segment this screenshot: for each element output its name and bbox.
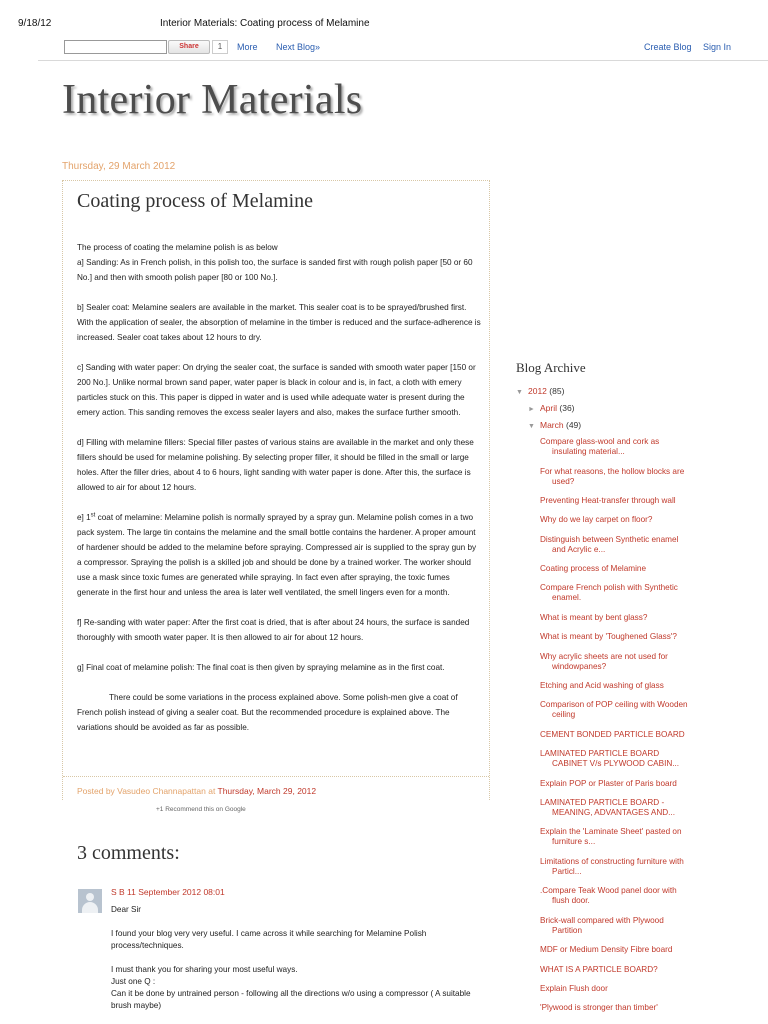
post-paragraph-f: f] Re-sanding with water paper: After the first coat is dried, that is after about 24 hours, the surface is sanded thoroughly with smooth water paper. It is then allowed to air for about 12 hours. bbox=[77, 618, 470, 642]
archive-post-link[interactable] bbox=[540, 749, 740, 769]
archive-month-count: (49) bbox=[566, 420, 582, 430]
archive-post-link-text: LAMINATED PARTICLE BOARD - bbox=[540, 797, 665, 807]
archive-post-link[interactable] bbox=[540, 437, 740, 457]
comments-heading: 3 comments: bbox=[77, 842, 180, 864]
archive-post-link-text: Partition bbox=[552, 925, 583, 935]
post-paragraph-a: a] Sanding: As in French polish, in this polish too, the surface is sanded first with rough polish paper [50 or 60 No.] and then with smooth polish paper [80 or 100 No.]. bbox=[77, 258, 473, 282]
comment-line: I must thank you for sharing your most useful ways. bbox=[111, 965, 298, 974]
archive-month-april[interactable] bbox=[528, 403, 575, 413]
comment-line: Dear Sir bbox=[111, 905, 142, 914]
post-paragraph-b: b] Sealer coat: Melamine sealers are available in the market. This sealer coat is to be sprayed/brushed first. With the application of sealer, the absorption of melamine in the timber is reduced and the surface-adherence is increased. Sealer coat takes about 12 hours to dry. bbox=[77, 303, 481, 342]
archive-post-link-text: What is meant by bent glass? bbox=[540, 612, 648, 622]
archive-post-link[interactable] bbox=[540, 515, 740, 525]
post-timestamp-link[interactable]: Thursday, March 29, 2012 bbox=[217, 786, 317, 796]
para-e-superscript: st bbox=[90, 512, 96, 519]
archive-post-link[interactable] bbox=[540, 984, 740, 994]
archive-post-link[interactable] bbox=[540, 681, 740, 691]
create-blog-link[interactable]: Create Blog bbox=[644, 42, 692, 52]
archive-post-link[interactable] bbox=[540, 613, 740, 623]
archive-year-2012[interactable] bbox=[516, 386, 564, 396]
blogger-navbar bbox=[0, 34, 768, 60]
archive-post-link-text: CEMENT BONDED PARTICLE BOARD bbox=[540, 729, 685, 739]
archive-post-link-text: used? bbox=[552, 476, 575, 486]
comment-line: Can it be done by untrained person - following all the directions w/o using a compressor ( A suitable brush maybe) bbox=[111, 989, 471, 1010]
archive-post-link-text: Why acrylic sheets are not used for bbox=[540, 651, 668, 661]
archive-post-link-text: MEANING, ADVANTAGES AND... bbox=[552, 807, 675, 817]
comment-line: Just one Q : bbox=[111, 977, 156, 986]
archive-post-link-text: enamel. bbox=[552, 593, 582, 603]
archive-post-link[interactable] bbox=[540, 1003, 740, 1013]
expanded-arrow-icon[interactable]: ▼ bbox=[516, 389, 523, 396]
archive-post-link-text: Explain the 'Laminate Sheet' pasted on bbox=[540, 827, 682, 837]
post-footer-divider bbox=[63, 776, 489, 777]
archive-month-count: (36) bbox=[559, 403, 575, 413]
archive-post-link[interactable] bbox=[540, 564, 740, 574]
print-page-title: Interior Materials: Coating process of Melamine bbox=[160, 18, 370, 29]
archive-post-link-text: and Acrylic e... bbox=[552, 544, 606, 554]
archive-post-link-text: Limitations of constructing furniture with bbox=[540, 856, 684, 866]
archive-month-link[interactable]: April bbox=[540, 403, 558, 413]
archive-post-link-text: CABINET V/s PLYWOOD CABIN... bbox=[552, 759, 680, 769]
archive-post-link-text: Distinguish between Synthetic enamel bbox=[540, 534, 679, 544]
post-intro-line: The process of coating the melamine polish is as below bbox=[77, 243, 278, 252]
archive-post-link-text: insulating material... bbox=[552, 447, 625, 456]
archive-post-link-text: WHAT IS A PARTICLE BOARD? bbox=[540, 964, 658, 974]
header-divider bbox=[38, 60, 768, 61]
archive-post-link-text: Comparison of POP ceiling with Wooden bbox=[540, 700, 688, 710]
archive-post-link-text: furniture s... bbox=[552, 837, 596, 847]
archive-post-link[interactable] bbox=[540, 779, 740, 789]
comment-body bbox=[111, 904, 481, 1024]
post-paragraph-note: There could be some variations in the process explained above. Some polish-men give a coat of French polish instead of giving a sealer coat. But the recommended procedure is explained above. The variations should be avoided as far as possible. bbox=[77, 693, 458, 732]
archive-post-link[interactable] bbox=[540, 700, 740, 720]
post-body bbox=[77, 240, 481, 750]
posted-by-text: Posted by Vasudeo Channapattan at bbox=[77, 786, 218, 796]
commenter-avatar-icon[interactable] bbox=[78, 889, 102, 913]
post-paragraph-g: g] Final coat of melamine polish: The final coat is then given by spraying melamine as in the first coat. bbox=[77, 663, 445, 672]
print-date: 9/18/12 bbox=[18, 18, 52, 29]
next-blog-link[interactable]: Next Blog» bbox=[276, 42, 321, 52]
post-paragraph-e bbox=[77, 510, 481, 600]
post-paragraph-d: d] Filling with melamine fillers: Special filler pastes of various stains are available in the market and only these fillers should be used for melamine polishing. By selecting proper filler, it should be filled in the small or large holes. After the filler dries, about 4 to 6 hours, light sanding with water paper is done. After this, the surface is allowed to air for about 12 hours. bbox=[77, 438, 474, 492]
archive-month-link[interactable]: March bbox=[540, 420, 564, 430]
post-footer bbox=[77, 786, 316, 796]
avatar-head-shape bbox=[86, 893, 94, 901]
archive-post-link-text: Brick-wall compared with Plywood bbox=[540, 915, 664, 925]
archive-post-link-text: What is meant by 'Toughened Glass'? bbox=[540, 632, 677, 642]
expanded-arrow-icon[interactable]: ▼ bbox=[528, 423, 535, 430]
archive-post-link-text: Preventing Heat-transfer through wall bbox=[540, 496, 676, 505]
para-e-text: coat of melamine: Melamine polish is normally sprayed by a spray gun. Melamine polish comes in a two pack system. The large tin contains the melamine and the small bottle contains the hardener. A proper amount of hardener should be added to the melamine before spraying. Compressed air is supplied to the spray gun by a compressor. Spraying the polish is a skilled job and should be done by a trained worker. The worker should use a mask since toxic fumes are generated while spraying. In fact even after spraying, the toxic fumes generate in the first hour and unless the area is later well ventilated, the smell lingers even for a month. bbox=[77, 513, 477, 597]
archive-year-link[interactable]: 2012 bbox=[528, 386, 547, 396]
sign-in-link[interactable]: Sign In bbox=[703, 42, 732, 52]
archive-post-link[interactable] bbox=[540, 467, 740, 487]
more-link[interactable]: More bbox=[237, 42, 258, 52]
archive-post-link-text: LAMINATED PARTICLE BOARD bbox=[540, 749, 660, 759]
archive-post-link-text: flush door. bbox=[552, 896, 590, 906]
archive-post-link[interactable] bbox=[540, 916, 740, 936]
comment-line: I found your blog very very useful. I came across it while searching for Melamine Polish process/techniques. bbox=[111, 929, 427, 950]
archive-post-link-text: Compare glass-wool and cork as bbox=[540, 437, 660, 446]
archive-post-link-text: ceiling bbox=[552, 710, 576, 720]
archive-post-link[interactable] bbox=[540, 965, 740, 975]
archive-post-link-text: MDF or Medium Density Fibre board bbox=[540, 945, 673, 955]
archive-post-link[interactable] bbox=[540, 857, 740, 877]
archive-post-link[interactable] bbox=[540, 730, 740, 740]
blog-archive-title: Blog Archive bbox=[516, 360, 586, 375]
archive-post-link[interactable] bbox=[540, 496, 740, 506]
archive-post-link-text: Particl... bbox=[552, 866, 582, 876]
archive-post-link[interactable] bbox=[540, 535, 740, 555]
archive-post-link-text: Coating process of Melamine bbox=[540, 564, 647, 574]
post-date-header: Thursday, 29 March 2012 bbox=[62, 161, 176, 172]
archive-post-link[interactable] bbox=[540, 652, 740, 672]
navbar-search-input[interactable] bbox=[64, 40, 167, 54]
archive-post-link[interactable] bbox=[540, 945, 740, 955]
archive-post-link-text: Explain POP or Plaster of Paris board bbox=[540, 778, 677, 788]
archive-post-link-text: windowpanes? bbox=[552, 661, 607, 671]
share-count: 1 bbox=[212, 40, 228, 54]
archive-post-link[interactable] bbox=[540, 798, 740, 818]
archive-year-count: (85) bbox=[549, 386, 565, 396]
archive-post-link-text: Why do we lay carpet on floor? bbox=[540, 515, 653, 525]
collapsed-arrow-icon[interactable]: ► bbox=[528, 406, 535, 413]
archive-post-link-text: Compare French polish with Synthetic bbox=[540, 583, 678, 593]
archive-post-link-text: Etching and Acid washing of glass bbox=[540, 681, 664, 690]
post-paragraph-c: c] Sanding with water paper: On drying the sealer coat, the surface is sanded with smooth water paper [150 or 200 No.]. Unlike normal brown sand paper, water paper is black in colour and is, in fact, a cloth with emery particles stuck on this. This paper is dipped in water and is used while adequate water is present during the emery action. This sanding removes the excess sealer layers and also, makes the surface further smooth. bbox=[77, 363, 476, 417]
archive-post-link-text: Explain Flush door bbox=[540, 984, 608, 993]
archive-post-link[interactable] bbox=[540, 632, 740, 642]
archive-post-link[interactable] bbox=[540, 827, 740, 847]
archive-post-link[interactable] bbox=[540, 886, 740, 906]
plusone-button[interactable]: +1 Recommend this on Google bbox=[156, 806, 246, 813]
archive-post-link-text: 'Plywood is stronger than timber' bbox=[540, 1003, 658, 1013]
avatar-body-shape bbox=[82, 902, 98, 913]
blog-title[interactable]: Interior Materials bbox=[62, 77, 363, 123]
archive-post-link-text: For what reasons, the hollow blocks are bbox=[540, 466, 685, 476]
comment-author-link[interactable]: S B 11 September 2012 08:01 bbox=[111, 887, 225, 897]
post-title[interactable]: Coating process of Melamine bbox=[77, 190, 314, 212]
archive-post-link[interactable] bbox=[540, 583, 740, 603]
archive-month-march[interactable] bbox=[528, 420, 581, 430]
share-button[interactable]: Share bbox=[168, 40, 210, 54]
archive-post-link-text: .Compare Teak Wood panel door with bbox=[540, 886, 677, 896]
para-e-prefix: e] 1 bbox=[77, 513, 91, 522]
